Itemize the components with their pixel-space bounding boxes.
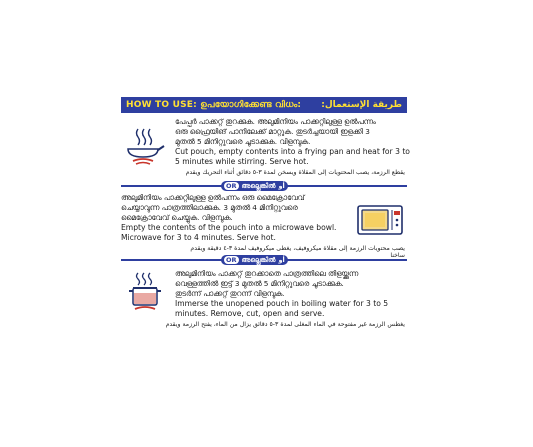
method3-en-line2: minutes. Remove, cut, open and serve.: [175, 309, 325, 318]
or-malayalam: അല്ലെങ്കിൽ: [241, 256, 276, 264]
method1-en-line1: Cut pouch, empty contents into a frying pan and heat for 3 to: [175, 147, 410, 156]
method-microwave: [121, 191, 407, 257]
or-pill: [221, 181, 288, 191]
method2-ml-line2: ചെയ്യാവുന്ന പാത്രത്തിലാക്കുക. 3 മുതൽ 4 മിനിറ്റുവരെ: [121, 203, 298, 212]
method1-ml-line2: ഒരു ഫ്രൈയിങ് പാനിലേക്ക് മാറ്റുക. തുടർച്ചയായി ഇളക്കി 3: [175, 127, 370, 136]
boiling-pot-icon: [127, 271, 163, 311]
or-malayalam: അല്ലെങ്കിൽ: [241, 182, 276, 190]
microwave-icon: [357, 205, 403, 235]
method2-en-line1: Empty the contents of the pouch into a microwave bowl.: [121, 223, 337, 232]
header-arabic-title: طريقة الإستعمال:: [321, 100, 402, 110]
or-arabic: أو: [278, 256, 285, 264]
method-frying-pan: [121, 97, 410, 187]
frying-pan-icon: [125, 125, 165, 165]
method1-en-line2: 5 minutes while stirring. Serve hot.: [175, 157, 309, 166]
or-arabic: أو: [278, 182, 285, 190]
or-pill: [221, 255, 288, 265]
or-divider: [121, 181, 407, 191]
method2-ml-line1: അലുമിനിയം പാക്കറ്റിലുള്ള ഉൽപന്നം ഒരു മൈക്രോവേവ്: [121, 193, 305, 202]
method2-ml-line3: മൈക്രോവേവ് ചെയ്യുക. വിളമ്പുക.: [121, 213, 233, 222]
method1-ml-line3: മുതൽ 5 മിനിറ്റുവരെ ചൂടാക്കുക. വിളമ്പുക.: [175, 137, 311, 146]
method2-arabic-line2: ساخنا: [390, 252, 405, 259]
method3-arabic: يغطس الرزمة غير مفتوحة في الماء المغلى لمدة ٣-٥ دقائق يزال من الماء، يفتح الرزمة ويقدم: [165, 321, 405, 328]
or-label: OR: [226, 256, 237, 264]
or-divider: [121, 255, 407, 265]
method3-ml-line3: തുടർന്ന് പാക്കറ്റ് തുറന്ന് വിളമ്പുക.: [175, 289, 285, 298]
header-title: HOW TO USE: ഉപയോഗിക്കേണ്ട വിധം:: [126, 100, 302, 110]
or-label: OR: [226, 182, 237, 190]
method2-arabic: يصب محتويات الرزمة إلى مقلاة ميكروفيف، يغطى ميكروفيف لمدة ٣-٤ دقيقة ويقدم: [190, 245, 405, 252]
method3-en-line1: Immerse the unopened pouch in boiling water for 3 to 5: [175, 299, 389, 308]
method3-ml-line1: അലുമിനിയം പാക്കറ്റ് തുറക്കാതെ പാത്രത്തിലെ തിളയ്ക്കുന്ന: [175, 269, 359, 278]
how-to-use-panel: [121, 97, 410, 348]
method1-arabic: يقطع الرزمة، يصب المحتويات إلى المقلاة ويسخن لمدة ٣-٥ دقائق أثناء التحريك ويقدم: [185, 169, 405, 176]
method1-ml-line1: പേപ്പർ പാക്കറ്റ് തുറക്കുക. അലുമിനിയം പാക്കറ്റിലുള്ള ഉൽപന്നം: [175, 117, 376, 126]
method3-ml-line2: വെള്ളത്തിൽ ഇട്ട് 3 മുതൽ 5 മിനിറ്റുവരെ ചൂടാക്കുക.: [175, 279, 344, 288]
method2-en-line2: Microwave for 3 to 4 minutes. Serve hot.: [121, 233, 276, 242]
method-boiling-water: [121, 267, 407, 347]
